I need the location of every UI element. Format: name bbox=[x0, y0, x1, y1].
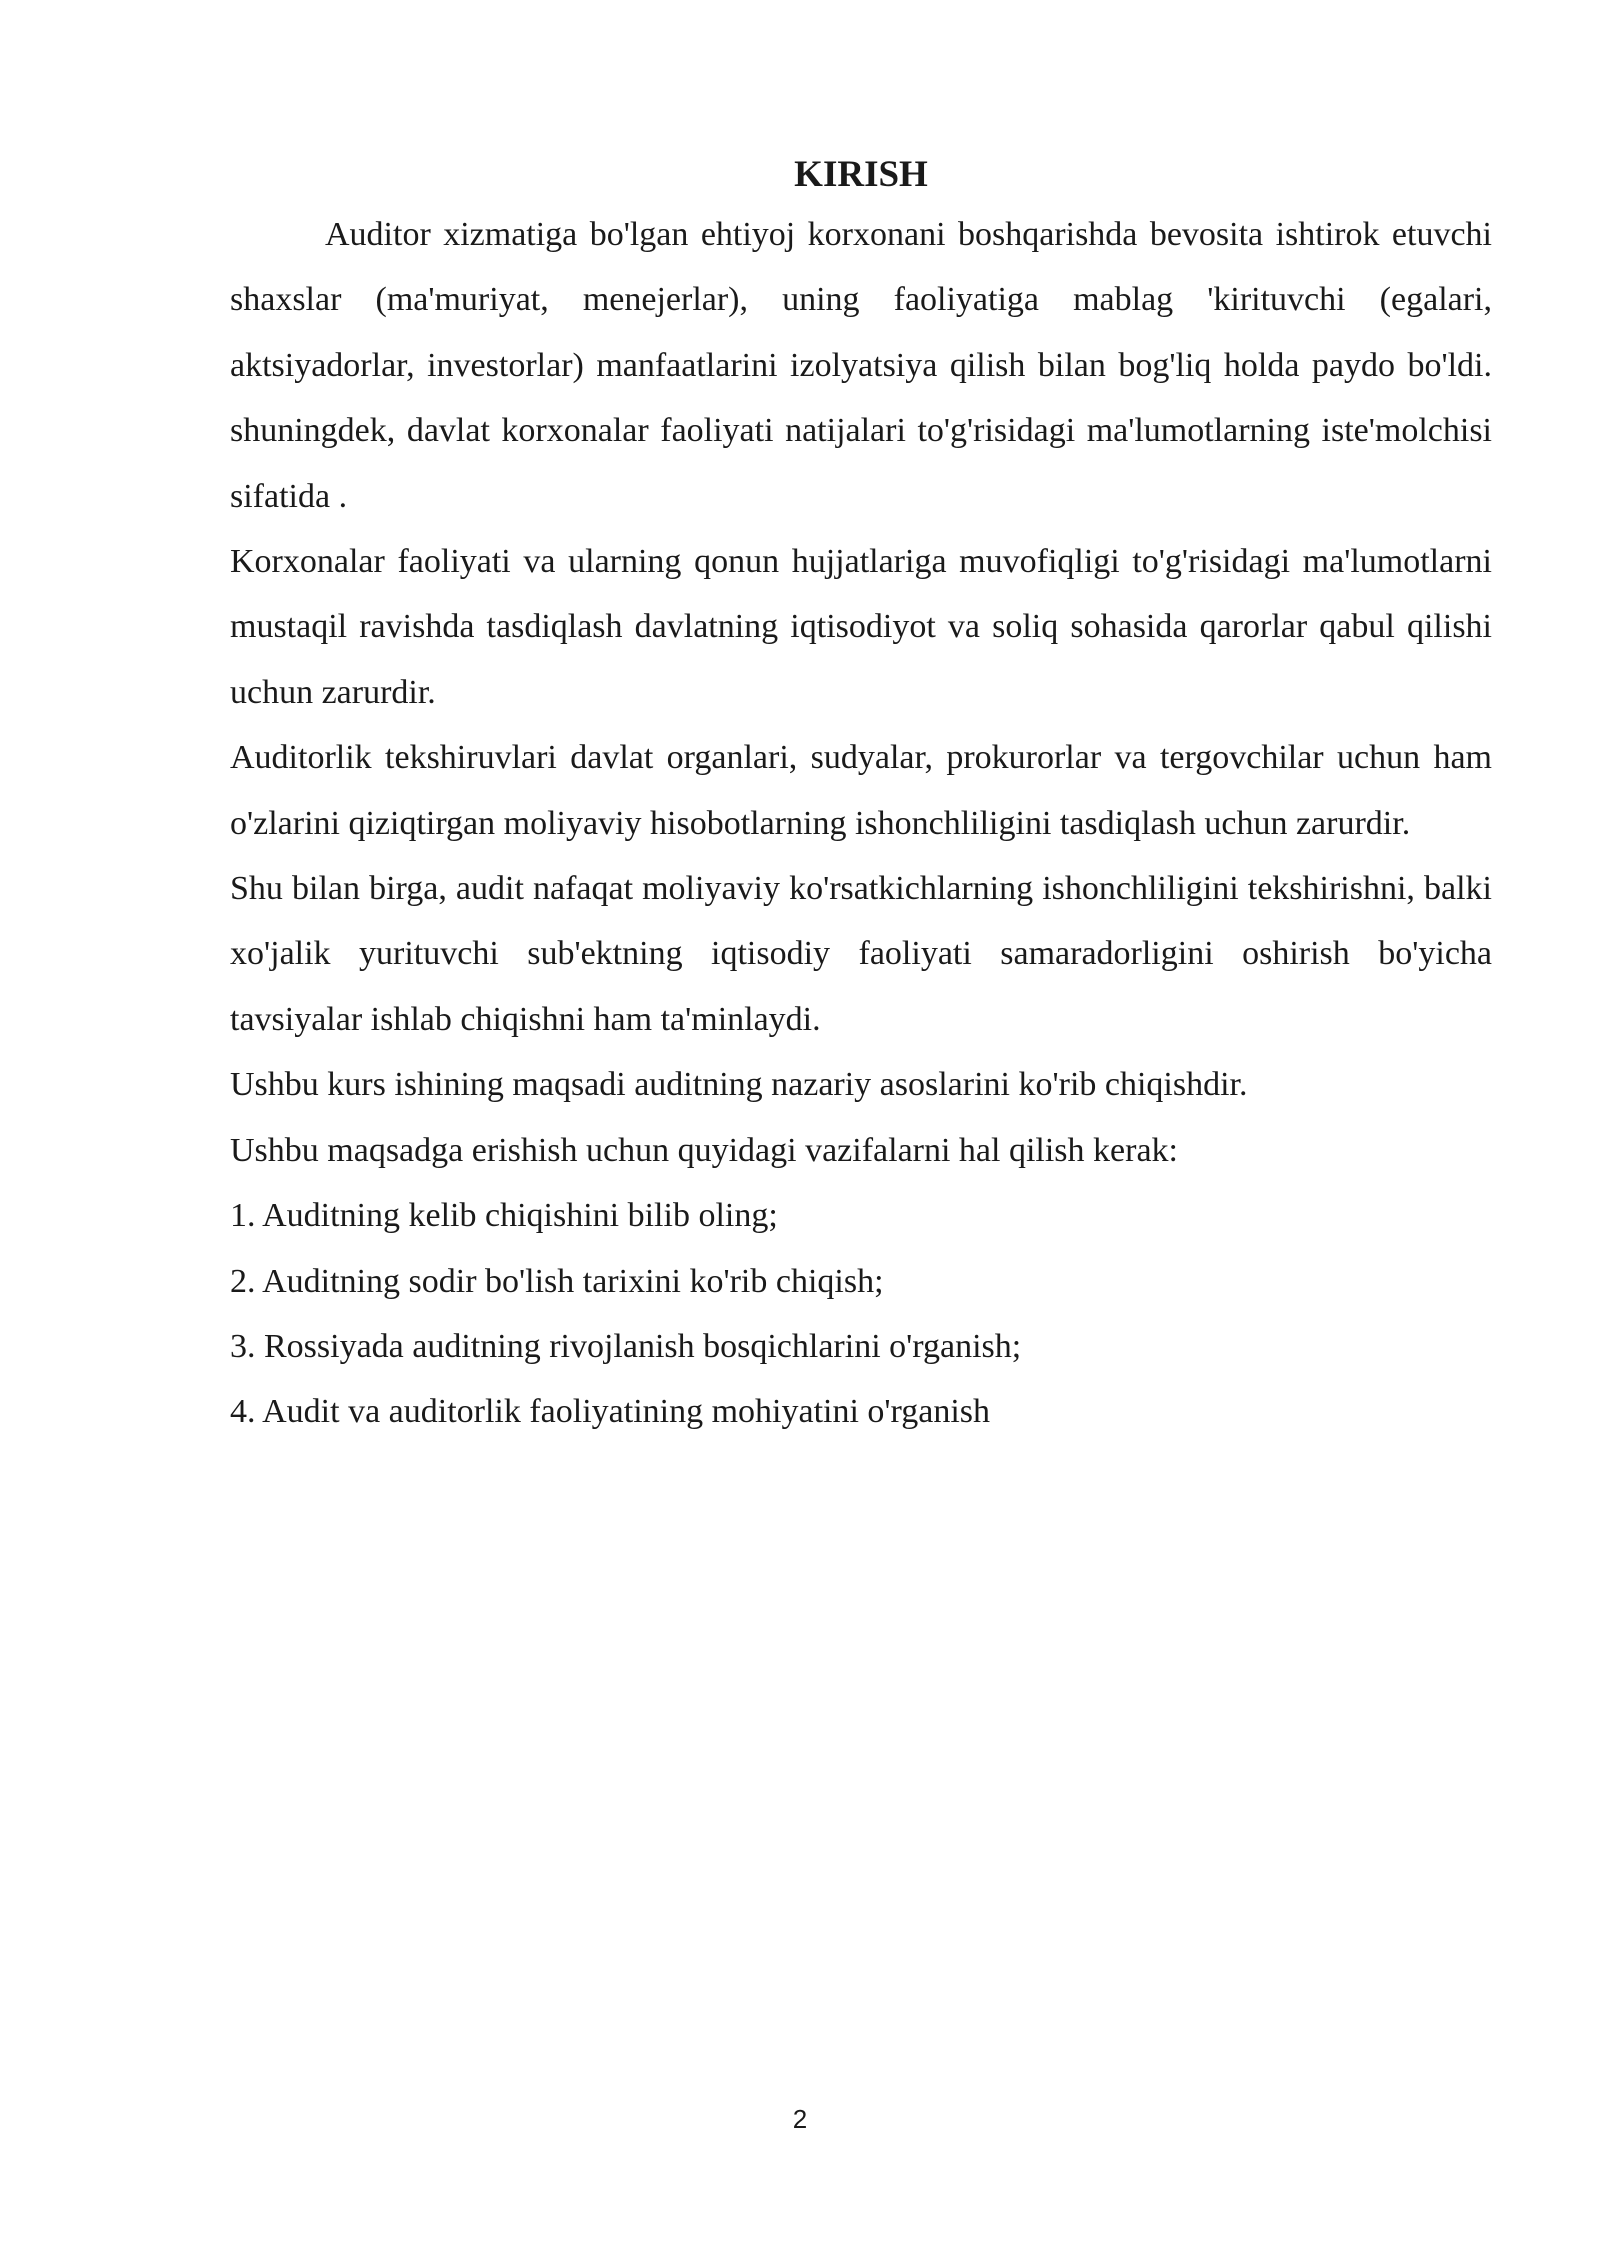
paragraph-state-need: Korxonalar faoliyati va ularning qonun hujjatlariga muvofiqligi to'g'risidagi ma'lumotlarni mustaqil ravishda tasdiqlash davlatning iqtisodiyot va soliq sohasida qarorlar qabul qilishi uchun zarurdir. bbox=[230, 543, 1492, 711]
paragraph-audit-users: Auditorlik tekshiruvlari davlat organlari, sudyalar, prokurorlar va tergovchilar uchun ham o'zlarini qiziqtirgan moliyaviy hisobotlarning ishonchliligini tasdiqlash uchun zarurdir. bbox=[230, 739, 1492, 842]
paragraph-intro: Auditor xizmatiga bo'lgan ehtiyoj korxonani boshqarishda bevosita ishtirok etuvchi shaxslar (ma'muriyat, menejerlar), uning faoliyatiga mablag 'kirituvchi (egalari, aktsiyadorlar, investorlar) manfaatlarini izolyatsiya qilish bilan bog'liq holda paydo bo'ldi. shuningdek, davlat korxonalar faoliyati natijalari to'g'risidagi ma'lumotlarning iste'molchisi sifatida . bbox=[230, 216, 1492, 515]
page-content bbox=[230, 150, 1492, 1445]
paragraph-tasks-intro: Ushbu maqsadga erishish uchun quyidagi vazifalarni hal qilish kerak: bbox=[230, 1131, 1178, 1169]
paragraph-audit-scope: Shu bilan birga, audit nafaqat moliyaviy ko'rsatkichlarning ishonchliligini tekshirishni, balki xo'jalik yurituvchi sub'ektning iqtisodiy faoliyati samaradorligini oshirish bo'yicha tavsiyalar ishlab chiqishni ham ta'minlaydi. bbox=[230, 870, 1492, 1038]
section-title: KIRISH bbox=[794, 154, 928, 195]
task-item: 4. Audit va auditorlik faoliyatining mohiyatini o'rganish bbox=[230, 1393, 991, 1431]
task-item: 2. Auditning sodir bo'lish tarixini ko'rib chiqish; bbox=[230, 1262, 884, 1300]
task-item: 3. Rossiyada auditning rivojlanish bosqichlarini o'rganish; bbox=[230, 1327, 1022, 1365]
page-number: 2 bbox=[792, 2104, 808, 2134]
paragraph-purpose: Ushbu kurs ishining maqsadi auditning nazariy asoslarini ko'rib chiqishdir. bbox=[230, 1066, 1248, 1104]
task-list bbox=[230, 1183, 1492, 1445]
task-item: 1. Auditning kelib chiqishini bilib oling; bbox=[230, 1197, 778, 1235]
